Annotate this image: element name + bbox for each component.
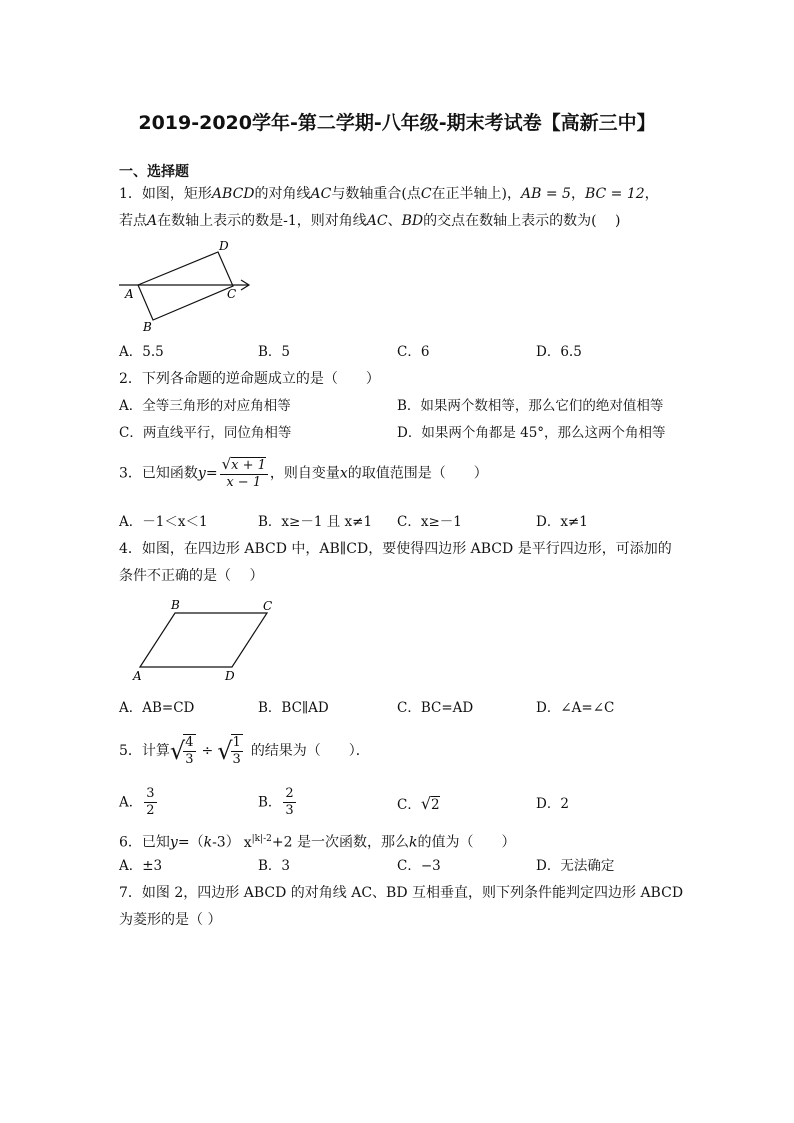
q6-option-a[interactable]: A．±3 bbox=[119, 858, 163, 874]
q4-stem-line1: 4．如图，在四边形 ABCD 中，AB∥CD，要使得四边形 ABCD 是平行四边形，可添加的 bbox=[119, 541, 672, 557]
label-d: D bbox=[225, 669, 235, 683]
q1-rectangle-figure bbox=[115, 235, 260, 335]
q5-option-b[interactable]: B． $\frac{2}{3}$ bbox=[258, 786, 294, 818]
q2-stem: 2．下列各命题的逆命题成立的是（ ） bbox=[119, 371, 380, 387]
q6-option-b[interactable]: B．3 bbox=[258, 858, 291, 874]
q3-stem: 3．已知函数y= $\frac{√x + 1}{x - 1}$ ，则自变量x的取值范围是（ ） bbox=[119, 455, 488, 490]
q2-option-a[interactable]: A．全等三角形的对应角相等 bbox=[119, 398, 291, 414]
rectangle-abcd bbox=[138, 252, 233, 320]
label-d: D bbox=[219, 239, 229, 253]
label-a: A bbox=[125, 287, 134, 301]
page-title: 2019-2020学年-第二学期-八年级-期末考试卷【高新三中】 bbox=[138, 112, 656, 134]
q4-option-b[interactable]: B．BC∥AD bbox=[258, 700, 329, 716]
q4-option-a[interactable]: A．AB=CD bbox=[119, 700, 195, 716]
q6-stem: 6．已知y=（k-3） $x^{|k|-2}+2$ 是一次函数，那么k的值为（ ） bbox=[119, 834, 516, 851]
q1-stem-line2: 若点A在数轴上表示的数是-1，则对角线AC、BD的交点在数轴上表示的数为( ) bbox=[119, 213, 621, 229]
section-heading: 一、选择题 bbox=[119, 164, 189, 180]
q5-option-a[interactable]: A． $\frac{3}{2}$ bbox=[119, 786, 155, 818]
q4-option-d[interactable]: D．∠A=∠C bbox=[536, 700, 615, 716]
q2-option-b[interactable]: B．如果两个数相等，那么它们的绝对值相等 bbox=[397, 398, 664, 414]
q4-parallelogram-figure bbox=[125, 597, 285, 685]
q5-stem: 5．计算√ $\frac{4}{3}$ ÷ √ $\frac{1}{3}$ 的结果为（ ）． bbox=[119, 735, 370, 767]
q1-option-d[interactable]: D．6.5 bbox=[536, 344, 582, 360]
q5-sqrt-4-3: √ $\frac{4}{3}$ bbox=[169, 735, 194, 767]
q5-sqrt-1-3: √ $\frac{1}{3}$ bbox=[217, 735, 241, 767]
q1-option-b[interactable]: B．5 bbox=[258, 344, 291, 360]
label-b: B bbox=[171, 598, 180, 612]
q5-option-d[interactable]: D．2 bbox=[536, 796, 569, 812]
q5-option-c[interactable]: C．√2 bbox=[397, 794, 440, 813]
q2-option-d[interactable]: D．如果两个角都是 45°，那么这两个角相等 bbox=[397, 425, 666, 441]
q1-stem-line1: 1．如图，矩形ABCD的对角线AC与数轴重合(点C在正半轴上)，AB = 5，BC = 12， bbox=[119, 186, 659, 202]
q3-option-a[interactable]: A．－1＜x＜1 bbox=[119, 514, 208, 530]
q3-option-c[interactable]: C．x≥－1 bbox=[397, 514, 462, 530]
q6-option-d[interactable]: D．无法确定 bbox=[536, 858, 615, 874]
label-c: C bbox=[227, 287, 237, 301]
q2-option-c[interactable]: C．两直线平行，同位角相等 bbox=[119, 425, 292, 441]
q1-option-c[interactable]: C．6 bbox=[397, 344, 430, 360]
label-b: B bbox=[143, 320, 152, 334]
q4-option-c[interactable]: C．BC=AD bbox=[397, 700, 474, 716]
parallelogram-abcd bbox=[140, 613, 267, 667]
q7-stem-line1: 7．如图 2，四边形 ABCD 的对角线 AC、BD 互相垂直，则下列条件能判定四边形 ABCD bbox=[119, 885, 684, 901]
q3-option-d[interactable]: D．x≠1 bbox=[536, 514, 588, 530]
q3-fraction: $\frac{√x + 1}{x - 1}$ bbox=[221, 455, 266, 490]
q1-option-a[interactable]: A．5.5 bbox=[119, 344, 164, 360]
q6-option-c[interactable]: C．−3 bbox=[397, 858, 441, 874]
q3-option-b[interactable]: B．x≥－1 且 x≠1 bbox=[258, 514, 373, 530]
label-c: C bbox=[263, 599, 273, 613]
label-a: A bbox=[133, 669, 142, 683]
q4-stem-line2: 条件不正确的是（ ） bbox=[119, 568, 264, 584]
q7-stem-line2: 为菱形的是（ ） bbox=[119, 912, 222, 928]
